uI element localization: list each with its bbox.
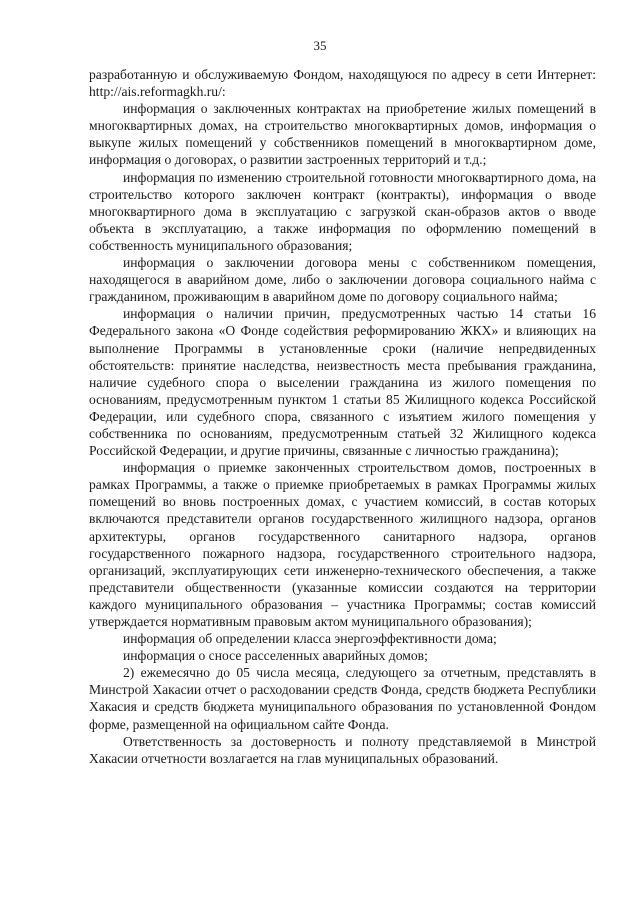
paragraph-exchange-agreement: информация о заключении договора мены с собственником помещения, находящегося в аварийном доме, либо о заключении договора социального найма с гражданином, проживающим в аварийном доме по договору социального найма;: [89, 255, 596, 305]
paragraph-energy-class: информация об определении класса энергоэффективности дома;: [123, 631, 497, 647]
paragraph-continuation: разработанную и обслуживаемую Фондом, находящуюся по адресу в сети Интернет: http://ais.reformagkh.ru/:: [89, 67, 596, 100]
paragraph-demolition: информация о сносе расселенных аварийных домов;: [123, 648, 428, 664]
document-body: [89, 66, 596, 767]
paragraph-responsibility: Ответственность за достоверность и полноту представляемой в Минстрой Хакасии отчетности возлагается на глав муниципальных образований.: [89, 733, 596, 766]
page-number: 35: [313, 38, 327, 53]
paragraph-construction-readiness: информация по изменению строительной готовности многоквартирного дома, на строительство которого заключен контракт (контракты), информация о вводе многоквартирного дома в эксплуатацию с загрузкой скан-образов актов о вводе объекта в эксплуатацию, а также информация по оформлению помещений в собственность муниципального образования;: [89, 169, 596, 253]
paragraph-reasons: информация о наличии причин, предусмотренных частью 14 статьи 16 Федерального закона «О Фонде содействия реформированию ЖКХ» и влияющих на выполнение Программы в установленные сроки (наличие непредвиденных обстоятельств: принятие наследства, неизвестность места пребывания гражданина, наличие судебного спора о выселении гражданина из жилого помещения по основаниям, предусмотренным пунктом 1 статьи 85 Жилищного кодекса Российской Федерации, или судебного спора, связанного с изъятием жилого помещения у собственника по основаниям, предусмотренным статьей 32 Жилищного кодекса Российской Федерации, и другие причины, связанные с личностью гражданина);: [89, 306, 596, 459]
paragraph-monthly-report: 2) ежемесячно до 05 числа месяца, следующего за отчетным, представлять в Минстрой Хакасии отчет о расходовании средств Фонда, средств бюджета Республики Хакасия и средств бюджета муниципального образования по установленной Фондом форме, размещенной на официальном сайте Фонда.: [89, 665, 596, 732]
paragraph-contracts-info: информация о заключенных контрактах на приобретение жилых помещений в многоквартирных домах, на строительство многоквартирных домов, информация о выкупе жилых помещений у собственников помещений в многоквартирном доме, информация о договорах, о развитии застроенных территорий и т.д.;: [89, 101, 596, 168]
paragraph-acceptance-commissions: информация о приемке законченных строительством домов, построенных в рамках Программы, а также о приемке приобретаемых в рамках Программы жилых помещений во вновь построенных домах, с участием комиссий, в состав которых включаются представители органов государственного жилищного надзора, органов архитектуры, органов государственного санитарного надзора, органов государственного пожарного надзора, государственного строительного надзора, организаций, эксплуатирующих сети инженерно-технического обеспечения, а также представители общественности (указанные комиссии создаются на территории каждого муниципального образования – участника Программы; состав комиссий утверждается нормативным правовым актом муниципального образования);: [89, 460, 596, 629]
